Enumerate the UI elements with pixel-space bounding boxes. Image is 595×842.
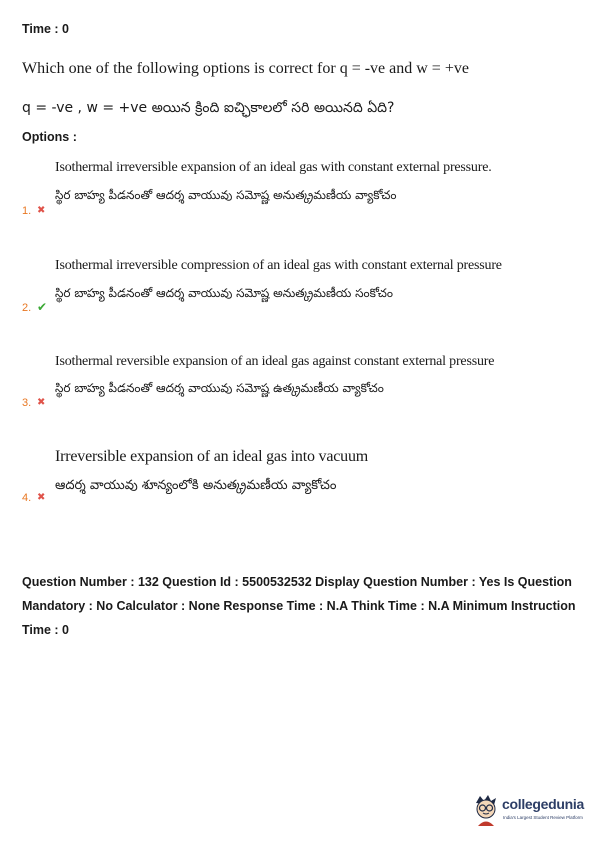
- time-label: Time : 0: [22, 22, 70, 36]
- cross-icon: ✖: [37, 397, 46, 408]
- question-metadata: Question Number : 132 Question Id : 5500532532 Display Question Number : Yes Is Question Mandatory : No Calculator : None Response Time : N.A Think Time : N.A Minimum Instruction Time : 0: [22, 575, 576, 637]
- option-text-english: Isothermal irreversible compression of an ideal gas with constant external pressure: [55, 258, 502, 273]
- option-number: 4.: [22, 492, 32, 504]
- option-text-telugu: స్థిర బాహ్య పీడనంతో ఆదర్శ వాయువు సమోష్ణ అనుత్క్రమణీయ సంకోచం: [55, 286, 393, 300]
- option-number: 2.: [22, 302, 32, 314]
- option-text-telugu: స్థిర బాహ్య పీడనంతో ఆదర్శ వాయువు సమోష్ణ ఉత్క్రమణీయ వ్యాకోచం: [55, 381, 384, 395]
- option-text-english: Isothermal irreversible expansion of an ideal gas with constant external pressure.: [55, 160, 492, 175]
- option-text-english: Irreversible expansion of an ideal gas into vacuum: [55, 448, 369, 465]
- option-number: 3.: [22, 397, 32, 409]
- cross-icon: ✖: [37, 492, 46, 503]
- mascot-icon: [472, 793, 500, 827]
- option-number: 1.: [22, 205, 32, 217]
- options-heading: Options :: [22, 130, 77, 144]
- option-text-telugu: ఆదర్శ వాయువు శూన్యంలోకి అనుత్క్రమణీయ వ్యాకోచం: [55, 478, 337, 493]
- checkmark-icon: ✔: [37, 300, 48, 314]
- collegedunia-logo: [472, 793, 587, 827]
- question-text-english: Which one of the following options is correct for q = -ve and w = +ve: [22, 60, 469, 77]
- cross-icon: ✖: [37, 205, 46, 216]
- question-text-telugu: q = -ve , w = +ve అయిన క్రింది ఐచ్ఛికాలలో సరి అయినది ఏది?: [22, 100, 395, 116]
- logo-tagline: India's Largest Student Review Platform: [503, 815, 583, 820]
- logo-wordmark: collegedunia: [502, 796, 584, 812]
- option-text-english: Isothermal reversible expansion of an ideal gas against constant external pressure: [55, 354, 495, 369]
- option-text-telugu: స్థిర బాహ్య పీడనంతో ఆదర్శ వాయువు సమోష్ణ అనుత్క్రమణీయ వ్యాకోచం: [55, 188, 397, 202]
